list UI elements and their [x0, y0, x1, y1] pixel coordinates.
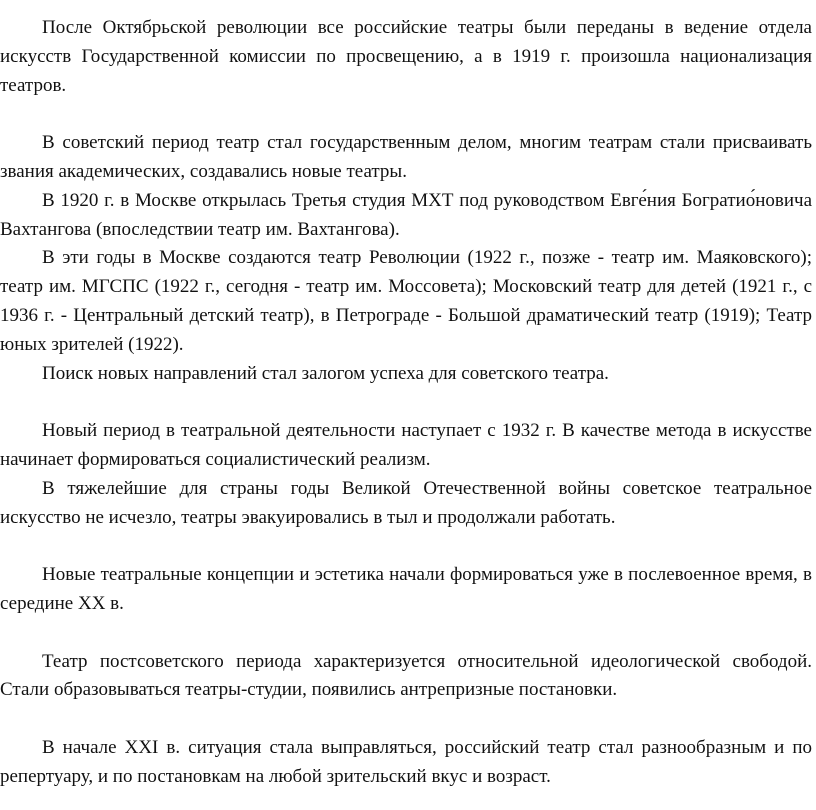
paragraph-spacer — [0, 388, 812, 417]
paragraph-postwar: Новые театральные концепции и эстетика начали формироваться уже в послевоенное время, в середине XX в. — [0, 564, 812, 614]
paragraph-spacer — [0, 619, 812, 648]
paragraph-war-years: В тяжелейшие для страны годы Великой Отечественной войны советское театральное искусство не исчезло, театры эвакуировались в тыл и продолжали работать. — [0, 477, 812, 528]
paragraph-revolution: После Октябрьской революции все российские театры были переданы в ведение отдела искусств Государственной комиссии по просвещению, а в 1919 г. произошла национализация театров. — [0, 17, 812, 96]
paragraph-vakhtangov-studio: В 1920 г. в Москве открылась Третья студия МХТ под руководством Евге́ния Богратио́новича Вахтангова (впоследствии театр им. Вахтангова). — [0, 189, 812, 240]
paragraph-new-directions: Поиск новых направлений стал залогом успеха для советского театра. — [42, 362, 609, 384]
paragraph-soviet-period: В советский период театр стал государственным делом, многим театрам стали присваивать звания академических, создавались новые театры. — [0, 132, 812, 182]
paragraph-spacer — [0, 705, 812, 734]
paragraph-spacer — [0, 532, 812, 561]
paragraph-new-theatres: В эти годы в Москве создаются театр Революции (1922 г., позже - театр им. Маяковского); театр им. МГСПС (1922 г., сегодня - театр им. Моссовета); Московский театр для детей (1921 г., с 1936 г. - Центральный детский театр), в Петрограде - Большой драматический театр (1919); Театр юных зрителей (1922). — [0, 247, 812, 355]
paragraph-socialist-realism: Новый период в театральной деятельности наступает с 1932 г. В качестве метода в искусстве начинает формироваться социалистический реализм. — [0, 420, 812, 470]
paragraph-post-soviet: Театр постсоветского периода характеризуется относительной идеологической свободой. Стали образовываться театры-студии, появились антрепризные постановки. — [0, 650, 812, 701]
paragraph-21st-century: В начале XXI в. ситуация стала выправляться, российский театр стал разнообразным и по репертуару, и по постановкам на любой зрительский вкус и возраст. — [0, 736, 812, 787]
paragraph-spacer — [0, 100, 812, 129]
